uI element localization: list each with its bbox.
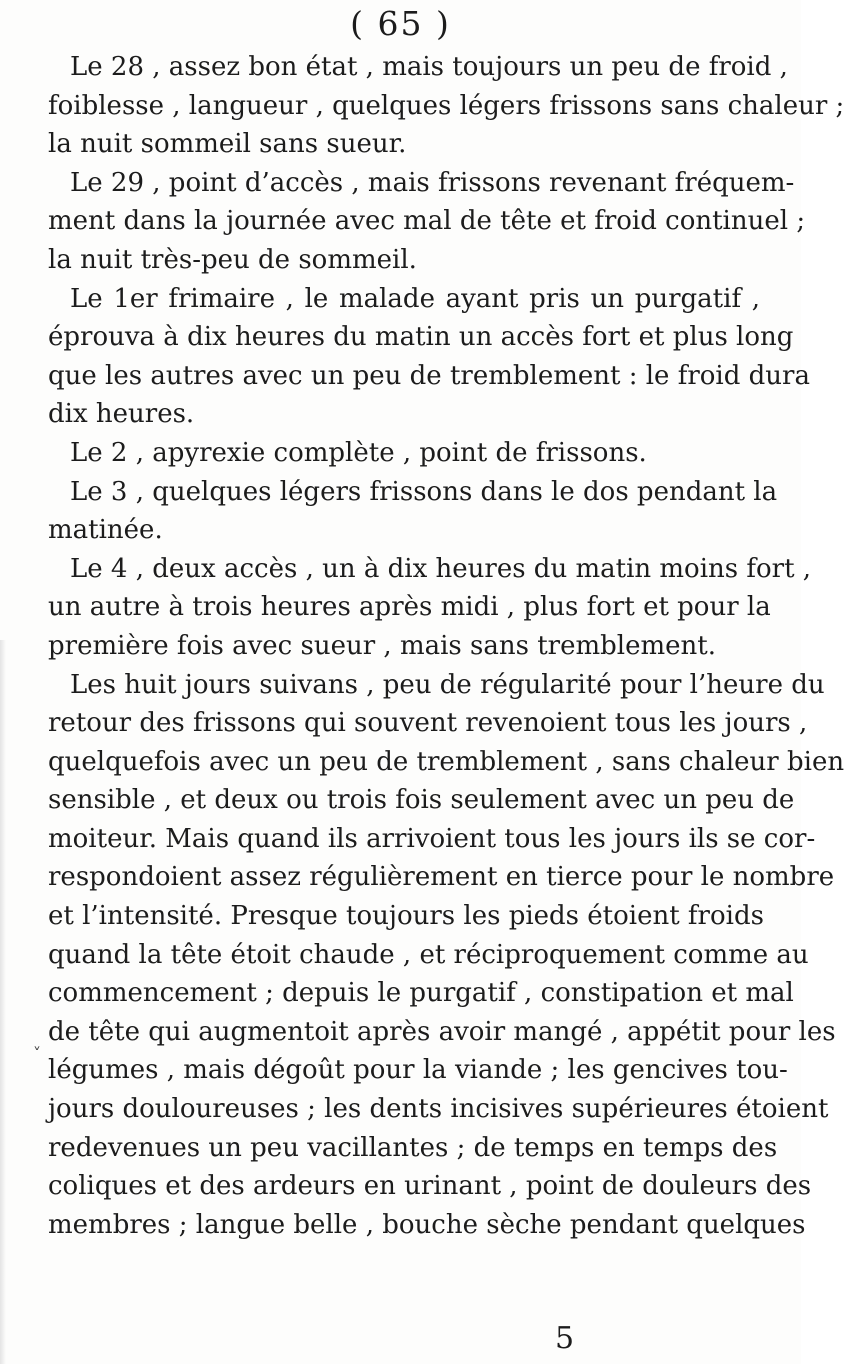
- text-line: éprouva à dix heures du matin un accès fort et plus long: [48, 322, 794, 353]
- text-line: membres ; langue belle , bouche sèche pendant quelques: [48, 1209, 806, 1240]
- text-line: Le 28 , assez bon état , mais toujours un peu de froid ,: [70, 52, 788, 82]
- text-line: foiblesse , langueur , quelques légers frissons sans chaleur ;: [48, 90, 844, 121]
- text-line: quelquefois avec un peu de tremblement , sans chaleur bien: [48, 746, 844, 777]
- text-line: dix heures.: [48, 399, 195, 430]
- text-line: Les huit jours suivans , peu de régularité pour l’heure du: [70, 669, 825, 700]
- text-line: Le 4 , deux accès , un à dix heures du matin moins fort ,: [70, 553, 812, 584]
- text-line: matinée.: [48, 515, 163, 546]
- text-line: que les autres avec un peu de tremblement : le froid dura: [48, 360, 810, 391]
- text-line: et l’intensité. Presque toujours les pieds étoient froids: [48, 901, 764, 932]
- page-number: ( 65 ): [350, 4, 451, 43]
- text-line: Le 29 , point d’accès , mais frissons revenant fréquem-: [70, 167, 795, 198]
- text-line: première fois avec sueur , mais sans tremblement.: [48, 630, 716, 661]
- text-line: de tête qui augmentoit après avoir mangé , appétit pour les: [48, 1016, 836, 1047]
- margin-mark: ˅: [33, 1044, 41, 1063]
- text-line: ment dans la journée avec mal de tête et froid continuel ;: [48, 206, 806, 237]
- text-line: sensible , et deux ou trois fois seulement avec un peu de: [48, 785, 795, 816]
- text-line: quand la tête étoit chaude , et réciproquement comme au: [48, 939, 809, 970]
- text-line: redevenues un peu vacillantes ; de temps en temps des: [48, 1132, 778, 1163]
- text-line: la nuit sommeil sans sueur.: [48, 129, 407, 160]
- text-line: un autre à trois heures après midi , plus fort et pour la: [48, 592, 771, 623]
- text-line: moiteur. Mais quand ils arrivoient tous les jours ils se cor-: [48, 823, 816, 854]
- text-line: Le 2 , apyrexie complète , point de frissons.: [70, 437, 647, 468]
- text-line: retour des frissons qui souvent revenoient tous les jours ,: [48, 708, 808, 739]
- text-line: la nuit très-peu de sommeil.: [48, 244, 417, 275]
- text-line: Le 3 , quelques légers frissons dans le dos pendant la: [70, 476, 778, 507]
- text-line: légumes , mais dégoût pour la viande ; les gencives tou-: [48, 1055, 788, 1086]
- text-line: jours douloureuses ; les dents incisives supérieures étoient: [48, 1094, 829, 1125]
- body-text: [48, 48, 844, 1244]
- text-line: respondoient assez régulièrement en tierce pour le nombre: [48, 862, 835, 893]
- text-line: coliques et des ardeurs en urinant , point de douleurs des: [48, 1171, 812, 1202]
- page-edge-shadow: [0, 640, 6, 1364]
- text-line: Le 1er frimaire , le malade ayant pris un purgatif ,: [70, 283, 760, 314]
- signature-mark: 5: [555, 1321, 575, 1356]
- text-line: commencement ; depuis le purgatif , constipation et mal: [48, 978, 794, 1009]
